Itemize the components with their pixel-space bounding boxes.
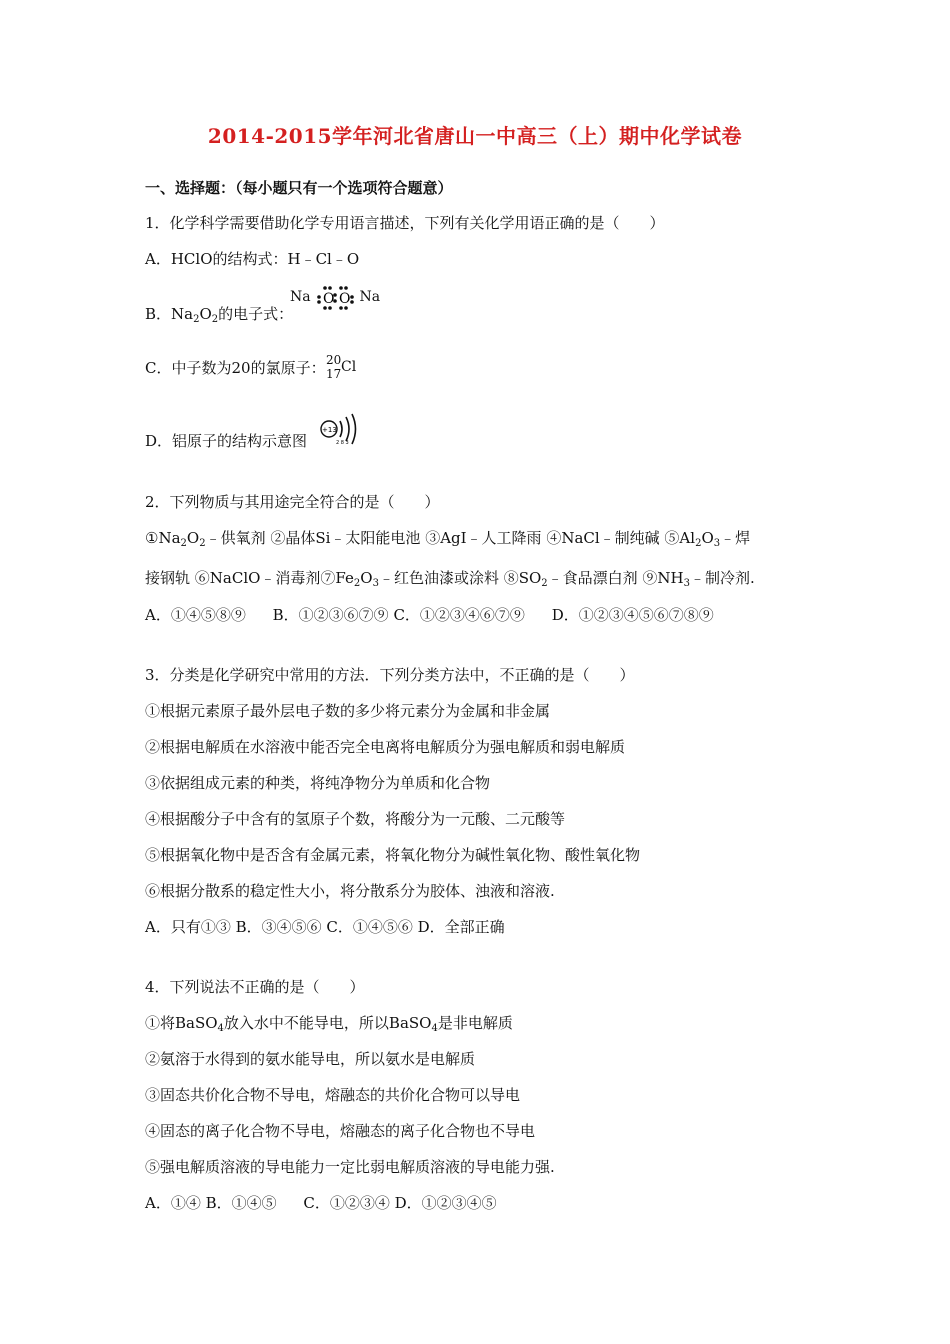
oxygen-2: O [339, 291, 351, 307]
q3-item-5: ⑤根据氧化物中是否含有金属元素，将氧化物分为碱性氧化物、酸性氧化物 [145, 846, 641, 864]
q4-item-4: ④固态的离子化合物不导电，熔融态的离子化合物也不导电 [145, 1122, 536, 1140]
q3-item-3: ③依据组成元素的种类，将纯净物分为单质和化合物 [145, 774, 491, 792]
text-segment: O [701, 529, 714, 547]
q2-option-a: A．①④⑤⑧⑨ [145, 606, 246, 624]
q2-option-b: B．①②③⑥⑦⑨ [272, 606, 389, 624]
q3-item-6: ⑥根据分散系的稳定性大小，将分散系分为胶体、浊液和溶液. [145, 882, 555, 900]
section-heading: 一、选择题：（每小题只有一个选项符合题意） [145, 179, 453, 197]
q3-item-1: ①根据元素原子最外层电子数的多少将元素分为金属和非金属 [145, 702, 551, 720]
q4-stem: 4．下列说法不正确的是（ ） [145, 978, 365, 996]
q4-options-cd: C．①②③④ D．①②③④⑤ [303, 1194, 497, 1212]
chlorine-isotope-notation: 20 17 Cl [326, 353, 357, 381]
subscript: 2 [180, 538, 187, 549]
subscript: 2 [695, 538, 702, 549]
q2-option-d: D．①②③④⑤⑥⑦⑧⑨ [551, 606, 714, 624]
text-segment: O [186, 529, 200, 547]
exam-page: 2014-2015学年河北省唐山一中高三（上）期中化学试卷 一、选择题：（每小题只有一个选项符合题意） 1．化学科学需要借助化学专用语言描述，下列有关化学用语正确的是（ ） A．HClO的结构式：H﹣Cl﹣O B．$Na_2O_2$的电子式： Na O O Na C．中子数为20的氯原子： 20 17 Cl D．铝原子的结构示意图 +13 2 8 3 2．下列物质与其用途完全符合的是（ ） $①Na_2O_2﹣$供氧剂 ②晶体Si﹣太阳能电池 ③AgI﹣人工降雨 ④NaCl﹣制纯碱 $⑤Al_2O_3﹣$焊 接钢轨 ⑥NaClO﹣消毒剂$⑦Fe_2O_3﹣$红色油漆或涂料 $⑧SO_2﹣$食品漂白剂 $⑨NH_3﹣$制冷剂. A．①④⑤⑧⑨ B．①②③⑥⑦⑨ C．①②③④⑥⑦⑨ D．①②③④⑤⑥⑦⑧⑨ 3．分类是化学研究中常用的方法．下列分类方法中，不正确的是（ ） ①根据元素原子最外层电子数的多少将元素分为金属和非金属 ②根据电解质在水溶液中能否完全电离将电解质分为强电解质和弱电解质 ③依据组成元素的种类，将纯净物分为单质和化合物 ④根据酸分子中含有的氢原子个数，将酸分为一元酸、二元酸等 ⑤根据氧化物中是否含有金属元素，将氧化物分为碱性氧化物、酸性氧化物 ⑥根据分散系的稳定性大小，将分散系分为胶体、浊液和溶液. A．只有①③ B．③④⑤⑥ C．①④⑤⑥ D．全部正确 4．下列说法不正确的是（ ） ①将BaSO$_4$放入水中不能导电，所以BaSO$_4$是非电解质 ②氨溶于水得到的氨水能导电，所以氨水是电解质 ③固态共价化合物不导电，熔融态的共价化合物可以导电 ④固态的离子化合物不导电，熔融态的离子化合物也不导电 ⑤强电解质溶液的导电能力一定比弱电解质溶液的导电能力强. A．①④ B．①④⑤ C．①②③④ D．①②③④⑤ [0, 0, 950, 1344]
aluminum-atom-structure-icon [317, 412, 361, 446]
subscript: 3 [372, 578, 379, 589]
peroxide-dots-icon [315, 284, 355, 310]
q2-items-line-2 [145, 568, 755, 588]
text-segment: ﹣供氧剂 ②晶体Si﹣太阳能电池 ③AgI﹣人工降雨 ④NaCl﹣制纯碱 ⑤Al [205, 529, 696, 547]
svg-text:2 8 3: 2 8 3 [336, 440, 349, 446]
q3-item-4: ④根据酸分子中含有的氢原子个数，将酸分为一元酸、二元酸等 [145, 810, 566, 828]
q3-stem: 3．分类是化学研究中常用的方法．下列分类方法中，不正确的是（ ） [145, 666, 635, 684]
q2-options [145, 605, 714, 625]
subscript: 2 [353, 578, 361, 589]
q4-options [145, 1193, 497, 1213]
oxygen-1: O [323, 291, 335, 307]
text-segment: ﹣红色油漆或涂料 ⑧SO [378, 569, 542, 587]
subscript: 2 [199, 538, 206, 549]
text-segment: O [360, 569, 373, 587]
text-segment: ①Na [145, 529, 181, 547]
text-segment: 接钢轨 ⑥NaClO﹣消毒剂⑦Fe [145, 569, 354, 587]
text-segment: ﹣焊 [720, 529, 751, 547]
q2-stem: 2．下列物质与其用途完全符合的是（ ） [145, 493, 440, 511]
q4-item-1: ①将BaSO$_4$放入水中不能导电，所以BaSO$_4$是非电解质 [145, 1014, 513, 1034]
q2-items-line-1 [145, 528, 750, 548]
text-segment: ﹣制冷剂. [690, 569, 755, 587]
q3-item-2: ②根据电解质在水溶液中能否完全电离将电解质分为强电解质和弱电解质 [145, 738, 626, 756]
q2-option-c: C．①②③④⑥⑦⑨ [393, 606, 525, 624]
subscript: 3 [713, 538, 721, 549]
q4-item-3: ③固态共价化合物不导电，熔融态的共价化合物可以导电 [145, 1086, 521, 1104]
q4-item-2: ②氨溶于水得到的氨水能导电，所以氨水是电解质 [145, 1050, 476, 1068]
q4-item-5: ⑤强电解质溶液的导电能力一定比弱电解质溶液的导电能力强. [145, 1158, 555, 1176]
subscript: 2 [541, 578, 548, 589]
q3-options: A．只有①③ B．③④⑤⑥ C．①④⑤⑥ D．全部正确 [145, 918, 505, 936]
svg-text:+13: +13 [322, 426, 337, 434]
q1-option-a: A．HClO的结构式：H﹣Cl﹣O [145, 250, 360, 268]
na2o2-electron-formula-figure: Na O O Na [290, 284, 380, 310]
subscript: 3 [683, 578, 691, 589]
text-segment: ﹣食品漂白剂 ⑨NH [547, 569, 684, 587]
q1-stem: 1．化学科学需要借助化学专用语言描述，下列有关化学用语正确的是（ ） [145, 214, 665, 232]
q4-options-ab: A．①④ B．①④⑤ [145, 1194, 277, 1212]
exam-title: 2014-2015学年河北省唐山一中高三（上）期中化学试卷 [207, 124, 743, 148]
